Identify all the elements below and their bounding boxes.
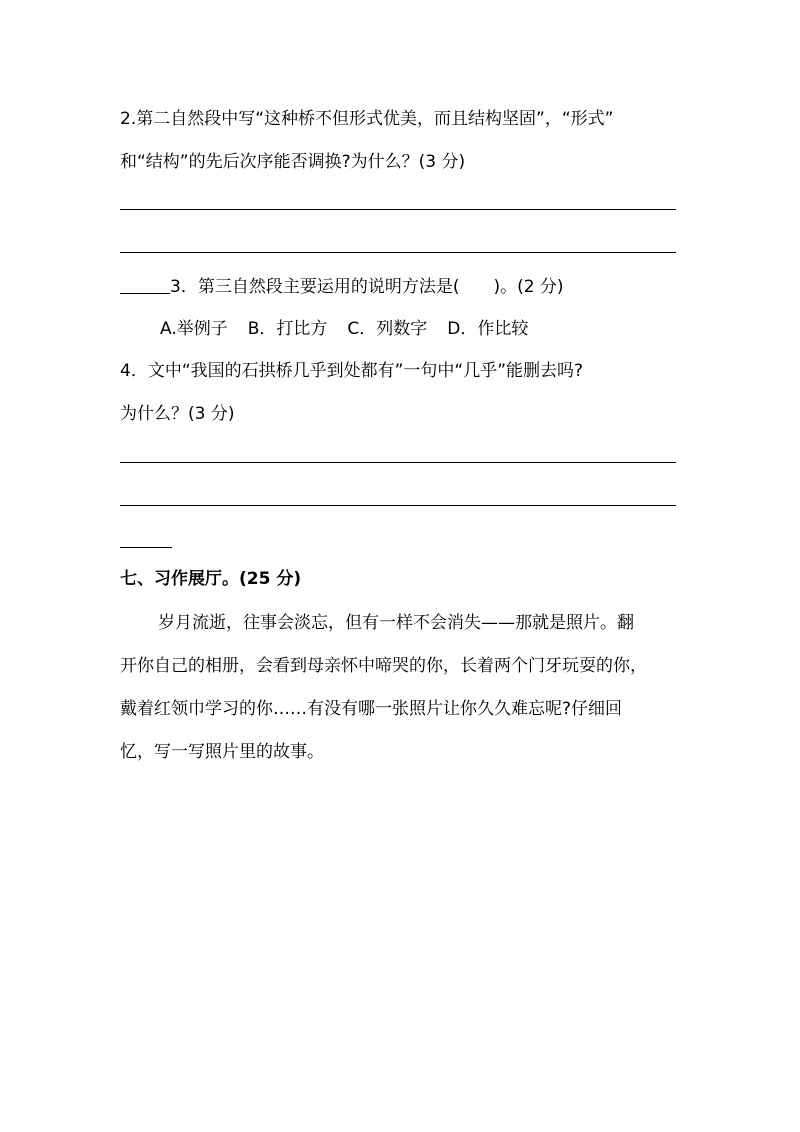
section-7-paragraph-line-2: 开你自己的相册，会看到母亲怀中啼哭的你，长着两个门牙玩耍的你， — [120, 656, 647, 676]
option-c: C．列数字 — [347, 319, 428, 339]
question-4-line-1: 4．文中“我国的石拱桥几乎到处都有”一句中“几乎”能删去吗? — [120, 361, 584, 381]
answer-line[interactable] — [120, 209, 676, 210]
question-3-text: 3．第三自然段主要运用的说明方法是( )。(2 分) — [170, 277, 564, 297]
option-b: B．打比方 — [247, 319, 328, 339]
option-d: D．作比较 — [447, 319, 529, 339]
question-3-options — [160, 317, 548, 341]
answer-line[interactable] — [120, 252, 676, 253]
section-7-paragraph-line-1: 岁月流逝，往事会淡忘，但有一样不会消失——那就是照片。翻 — [158, 613, 634, 633]
section-7-paragraph-line-4: 忆，写一写照片里的故事。 — [120, 742, 324, 762]
option-a: A.举例子 — [160, 319, 228, 339]
answer-blank[interactable] — [120, 275, 170, 294]
answer-line[interactable] — [120, 462, 676, 463]
question-4-line-2: 为什么？(3 分) — [120, 404, 235, 424]
question-3 — [120, 275, 564, 299]
question-2-line-1: 2.第二自然段中写“这种桥不但形式优美，而且结构坚固”，“形式” — [120, 109, 614, 129]
answer-line-short[interactable] — [120, 547, 172, 548]
section-7-paragraph-line-3: 戴着红领巾学习的你……有没有哪一张照片让你久久难忘呢?仔细回 — [120, 699, 623, 719]
question-2-line-2: 和“结构”的先后次序能否调换?为什么？(3 分) — [120, 152, 466, 172]
answer-line[interactable] — [120, 505, 676, 506]
section-7-heading: 七、习作展厅。(25 分) — [120, 569, 302, 589]
